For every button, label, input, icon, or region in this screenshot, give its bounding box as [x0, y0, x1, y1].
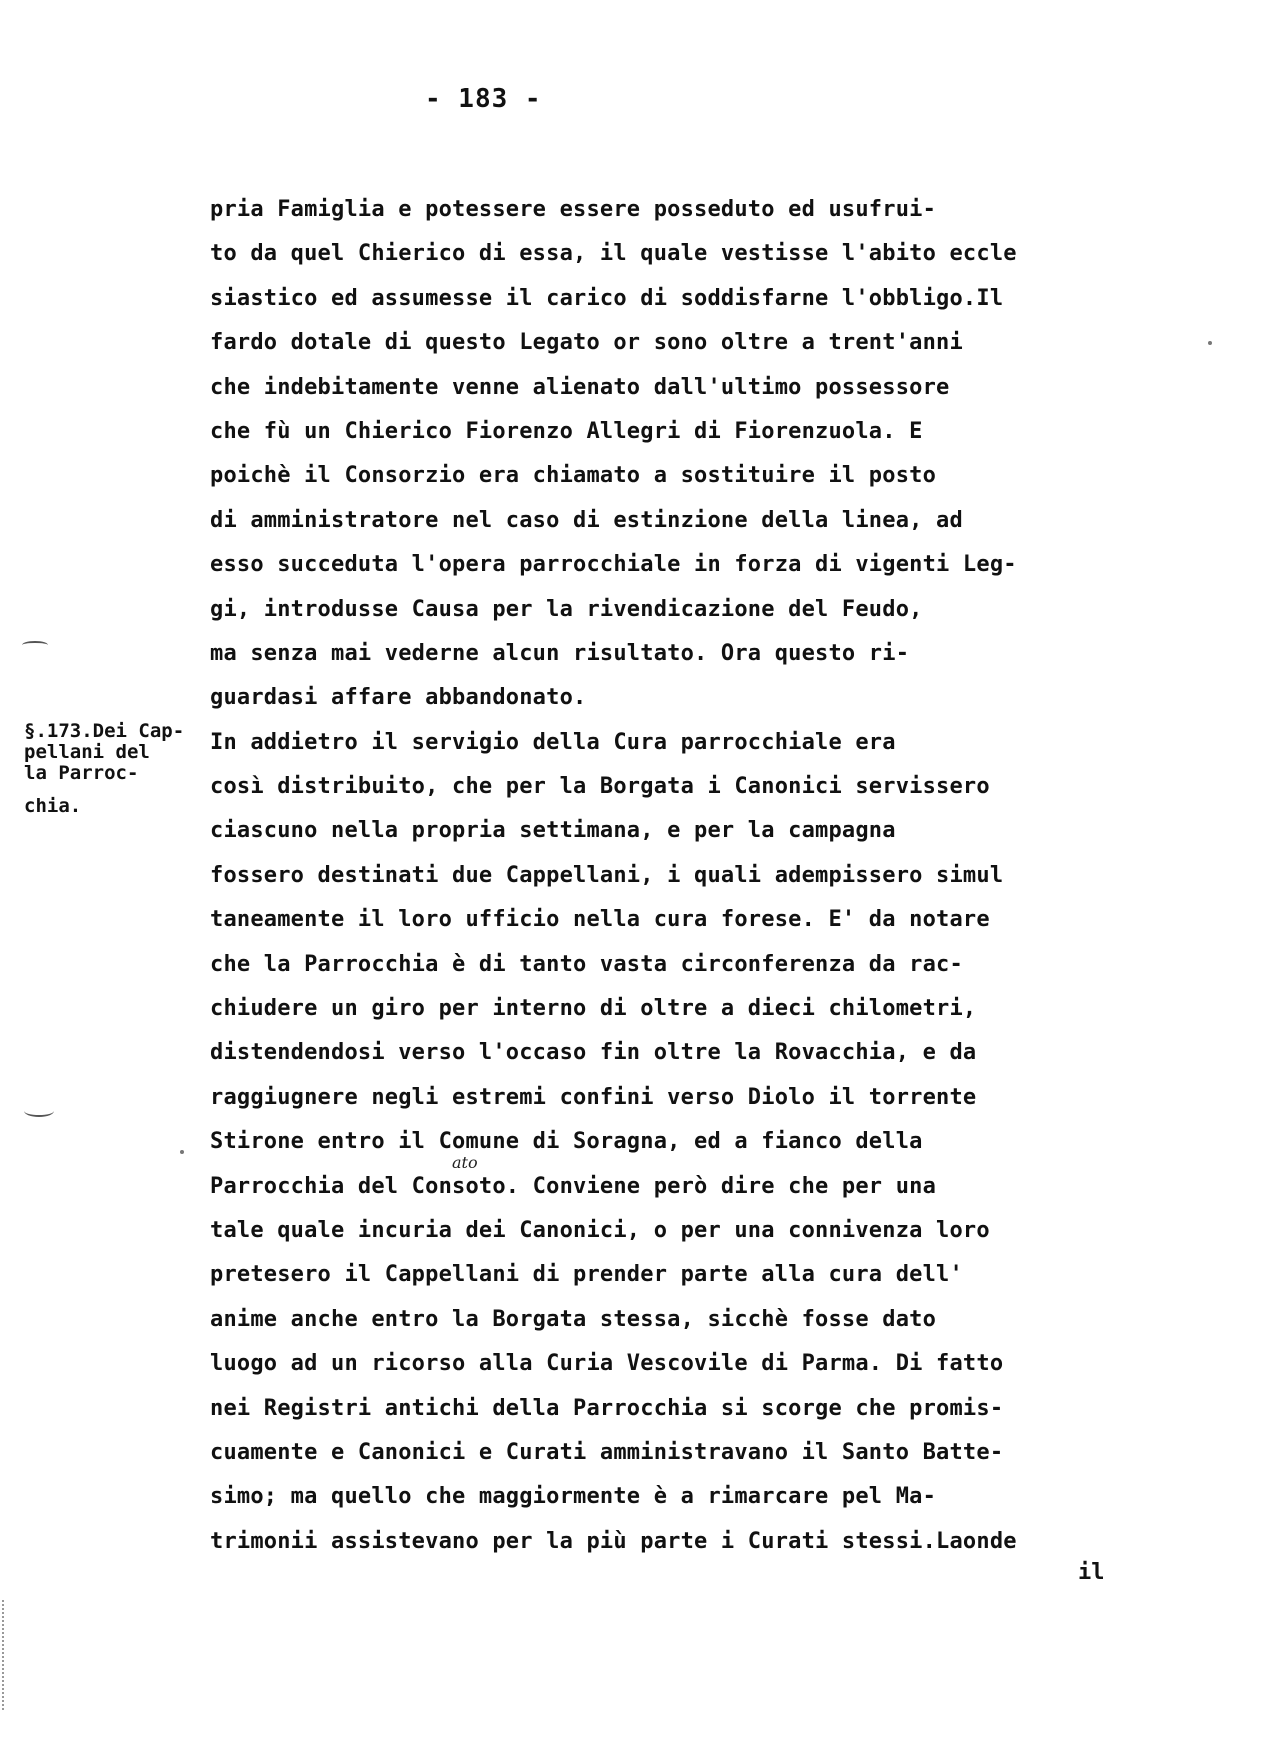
margin-note-line: la Parroc-: [24, 762, 139, 784]
margin-pencil-mark: [22, 641, 48, 649]
margin-note-line: §.173.Dei Cap-: [24, 720, 185, 742]
text-line: In addietro il servigio della Cura parrocchiale era: [210, 729, 896, 755]
body-text: [210, 188, 1140, 1564]
text-line: nei Registri antichi della Parrocchia si scorge che promis-: [210, 1395, 1004, 1421]
text-line: simo; ma quello che maggiormente è a rimarcare pel Ma-: [210, 1484, 937, 1510]
text-line: Stirone entro il Comune di Soragna, ed a fianco della: [210, 1129, 923, 1155]
text-line: distendendosi verso l'occaso fin oltre la Rovacchia, e da: [210, 1040, 977, 1066]
margin-note-line: chia.: [24, 795, 82, 817]
text-line: di amministratore nel caso di estinzione della linea, ad: [210, 507, 963, 533]
text-line: che fù un Chierico Fiorenzo Allegri di Fiorenzuola. E: [210, 418, 923, 444]
text-line: trimonii assistevano per la più parte i Curati stessi.Laonde: [210, 1528, 1017, 1554]
text-line: ma senza mai vederne alcun risultato. Ora questo ri-: [210, 640, 910, 666]
text-line: taneamente il loro ufficio nella cura forese. E' da notare: [210, 907, 990, 933]
text-line: guardasi affare abbandonato.: [210, 685, 587, 711]
margin-note-line: pellani del: [24, 741, 150, 763]
text-line: raggiugnere negli estremi confini verso Diolo il torrente: [210, 1084, 977, 1110]
text-line: tale quale incuria dei Canonici, o per una connivenza loro: [210, 1217, 990, 1243]
text-line: siastico ed assumesse il carico di soddisfarne l'obbligo.Il: [210, 285, 1004, 311]
speck: [1208, 341, 1212, 345]
text-line: gi, introdusse Causa per la rivendicazione del Feudo,: [210, 596, 923, 622]
margin-note: [24, 721, 204, 817]
text-line: cuamente e Canonici e Curati amministravano il Santo Batte-: [210, 1439, 1004, 1465]
text-line: to da quel Chierico di essa, il quale vestisse l'abito eccle: [210, 241, 1017, 267]
text-line: esso succeduta l'opera parrocchiale in forza di vigenti Leg-: [210, 552, 1017, 578]
text-line: fardo dotale di questo Legato or sono oltre a trent'anni: [210, 330, 963, 356]
text-line: così distribuito, che per la Borgata i Canonici servissero: [210, 774, 990, 800]
text-line: ciascuno nella propria settimana, e per la campagna: [210, 818, 896, 844]
interlinear-correction: ato: [452, 1153, 478, 1172]
text-line: fossero destinati due Cappellani, i quali adempissero simul: [210, 862, 1004, 888]
text-line: pria Famiglia e potessere essere posseduto ed usufrui-: [210, 197, 937, 222]
text-line: luogo ad un ricorso alla Curia Vescovile di Parma. Di fatto: [210, 1351, 1004, 1377]
text-line: chiudere un giro per interno di oltre a dieci chilometri,: [210, 996, 977, 1022]
text-line: pretesero il Cappellani di prender parte alla cura dell': [210, 1262, 963, 1288]
text-line: che la Parrocchia è di tanto vasta circonferenza da rac-: [210, 951, 963, 977]
page-number: - 183 -: [425, 84, 542, 114]
text-line: che indebitamente venne alienato dall'ultimo possessore: [210, 374, 950, 400]
text-line: Parrocchia del Consoto. Conviene però dire che per una: [210, 1173, 937, 1199]
page-edge-marks: [2, 1600, 6, 1710]
speck: [180, 1150, 184, 1154]
margin-pencil-mark: [24, 1105, 54, 1117]
text-line: poichè il Consorzio era chiamato a sostituire il posto: [210, 463, 937, 489]
text-line: anime anche entro la Borgata stessa, sicchè fosse dato: [210, 1306, 937, 1332]
continuation-word: il: [1078, 1560, 1105, 1585]
